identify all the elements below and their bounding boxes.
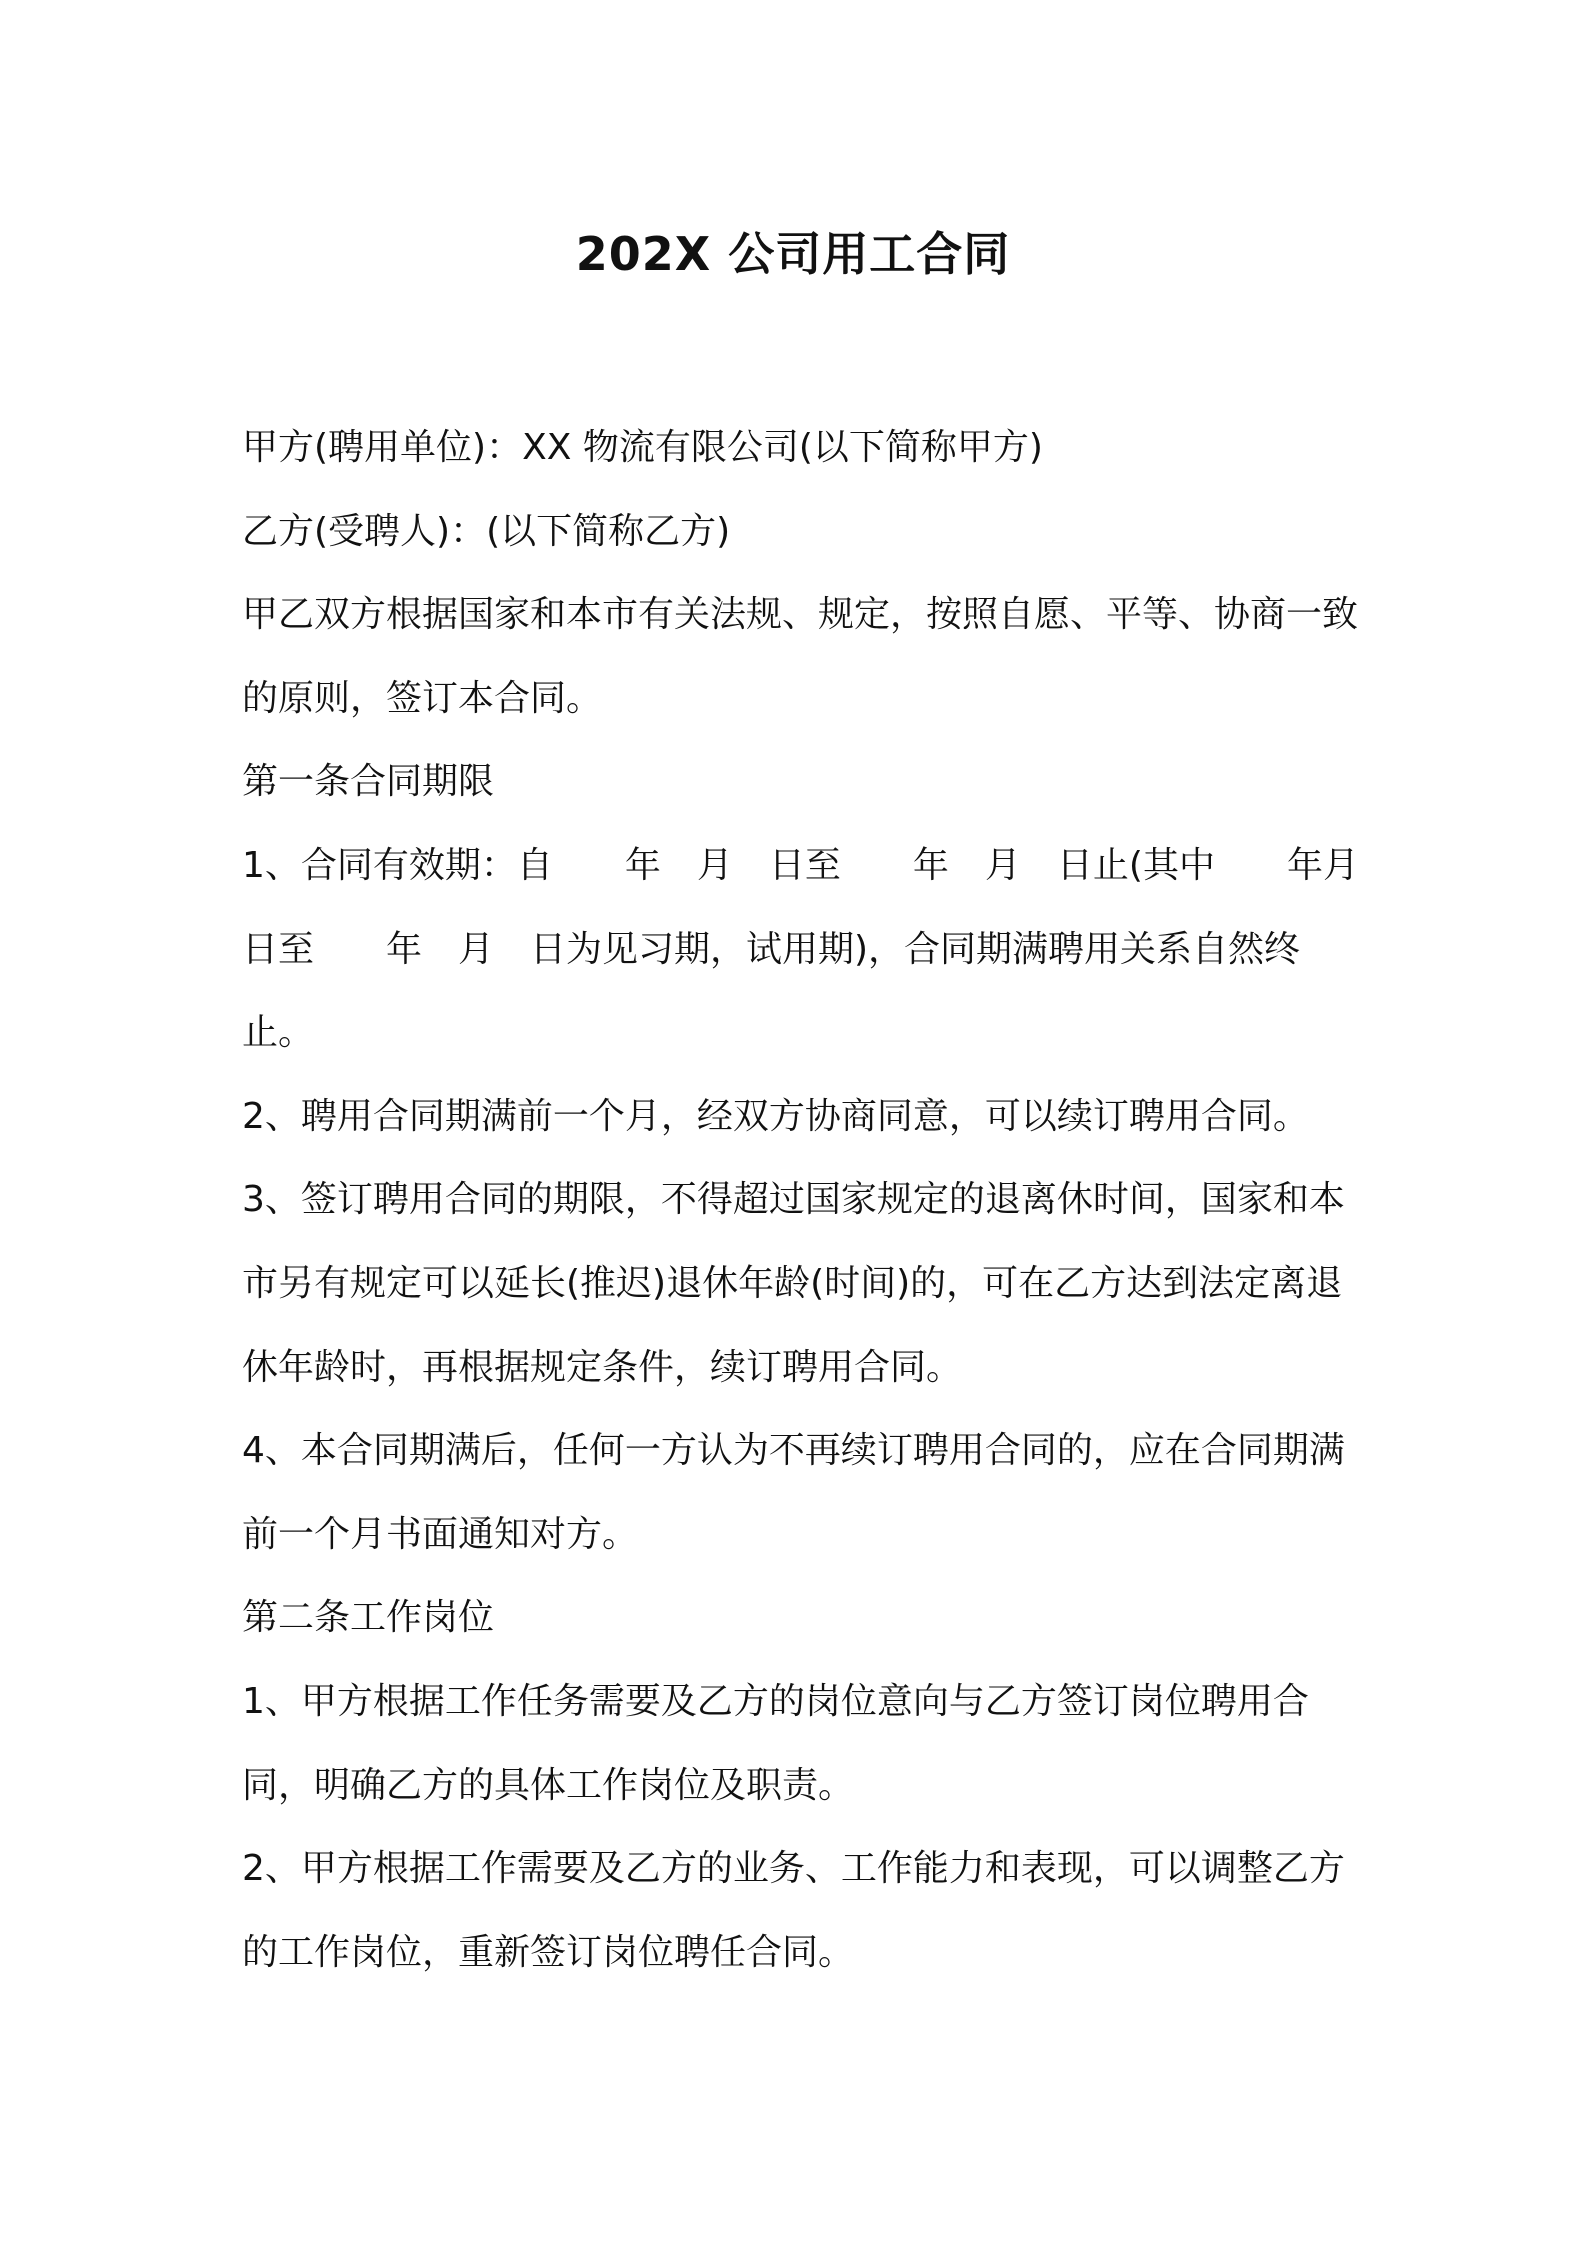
document-body	[242, 406, 1395, 1994]
article-1-clause-1: 1、合同有效期：自 年 月 日至 年 月 日止(其中 年月 日至 年 月 日为见习期，试用期)，合同期满聘用关系自然终止。	[242, 844, 1395, 1054]
article-1-heading: 第一条合同期限	[242, 761, 495, 803]
party-b-line: 乙方(受聘人)：(以下简称乙方)	[242, 510, 731, 552]
article-1-clause-2: 2、聘用合同期满前一个月，经双方协商同意，可以续订聘用合同。	[242, 1095, 1309, 1137]
preamble-paragraph: 甲乙双方根据国家和本市有关法规、规定，按照自愿、平等、协商一致的原则，签订本合同。	[242, 594, 1359, 719]
document-title: 202X 公司用工合同	[575, 227, 1011, 281]
article-2-clause-1: 1、甲方根据工作任务需要及乙方的岗位意向与乙方签订岗位聘用合同，明确乙方的具体工作岗位及职责。	[242, 1680, 1309, 1806]
article-2-clause-2: 2、甲方根据工作需要及乙方的业务、工作能力和表现，可以调整乙方的工作岗位，重新签订岗位聘任合同。	[242, 1848, 1345, 1973]
article-1-clause-3: 3、签订聘用合同的期限，不得超过国家规定的退离休时间，国家和本市另有规定可以延长(推迟)退休年龄(时间)的，可在乙方达到法定离退休年龄时，再根据规定条件，续订聘用合同。	[242, 1179, 1345, 1388]
article-2-heading: 第二条工作岗位	[242, 1597, 495, 1639]
party-a-line: 甲方(聘用单位)：XX 物流有限公司(以下简称甲方)	[242, 427, 1043, 468]
article-1-clause-4: 4、本合同期满后，任何一方认为不再续订聘用合同的，应在合同期满前一个月书面通知对方。	[242, 1430, 1345, 1555]
